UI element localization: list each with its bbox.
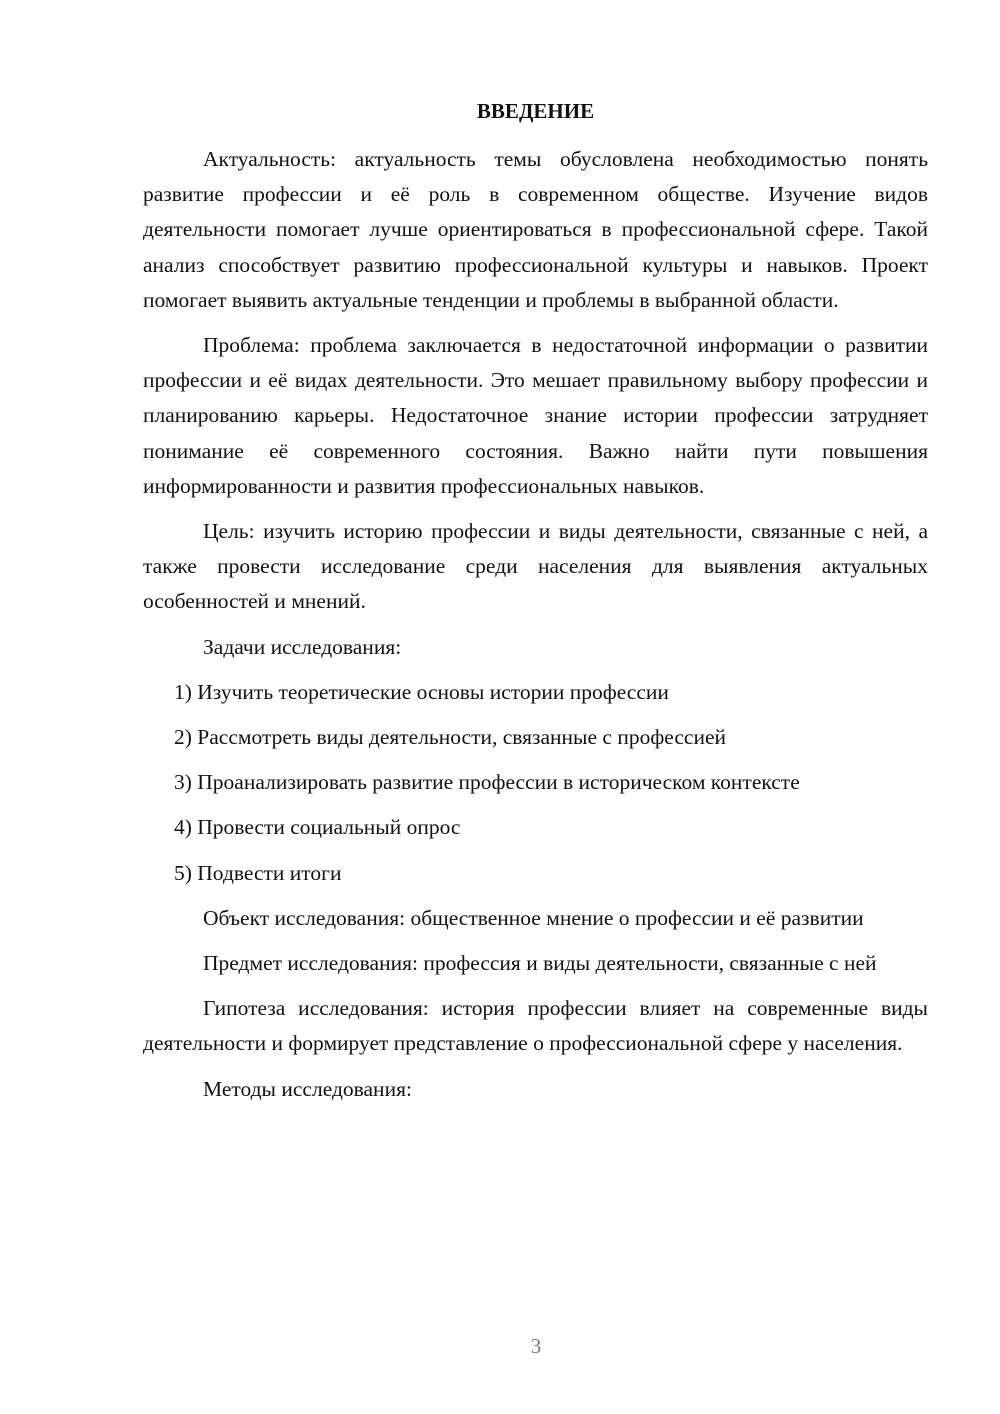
paragraph-problem: Проблема: проблема заключается в недостаточной информации о развитии профессии и её видах деятельности. Это мешает правильному выбору профессии и планированию карьеры. Недостаточное знание истории профессии затрудняет понимание её современного состояния. Важно найти пути повышения информированности и развития профессиональных навыков. [143, 333, 928, 498]
document-body [143, 142, 928, 1117]
list-item: 4) Провести социальный опрос [174, 815, 461, 840]
tasks-list [143, 675, 928, 891]
paragraph-goal: Цель: изучить историю профессии и виды деятельности, связанные с ней, а также провести исследование среди населения для выявления актуальных особенностей и мнений. [143, 519, 928, 614]
paragraph-subject: Предмет исследования: профессия и виды деятельности, связанные с ней [203, 951, 877, 976]
tasks-title: Задачи исследования: [203, 634, 402, 659]
list-item: 1) Изучить теоретические основы истории профессии [174, 679, 669, 704]
paragraph-hypothesis: Гипотеза исследования: история профессии влияет на современные виды деятельности и формирует представление о профессиональной сфере у населения. [143, 996, 928, 1056]
list-item: 2) Рассмотреть виды деятельности, связанные с профессией [174, 725, 726, 750]
methods-title: Методы исследования: [203, 1076, 412, 1101]
page-number: 3 [530, 1334, 542, 1358]
page-title: ВВЕДЕНИЕ [476, 99, 595, 123]
paragraph-relevance: Актуальность: актуальность темы обусловлена необходимостью понять развитие профессии и её роль в современном обществе. Изучение видов деятельности помогает лучше ориентироваться в профессиональной сфере. Такой анализ способствует развитию профессиональной культуры и навыков. Проект помогает выявить актуальные тенденции и проблемы в выбранной области. [143, 147, 928, 312]
list-item: 5) Подвести итоги [174, 860, 342, 885]
paragraph-object: Объект исследования: общественное мнение о профессии и её развитии [203, 905, 864, 930]
list-item: 3) Проанализировать развитие профессии в историческом контексте [174, 770, 800, 795]
